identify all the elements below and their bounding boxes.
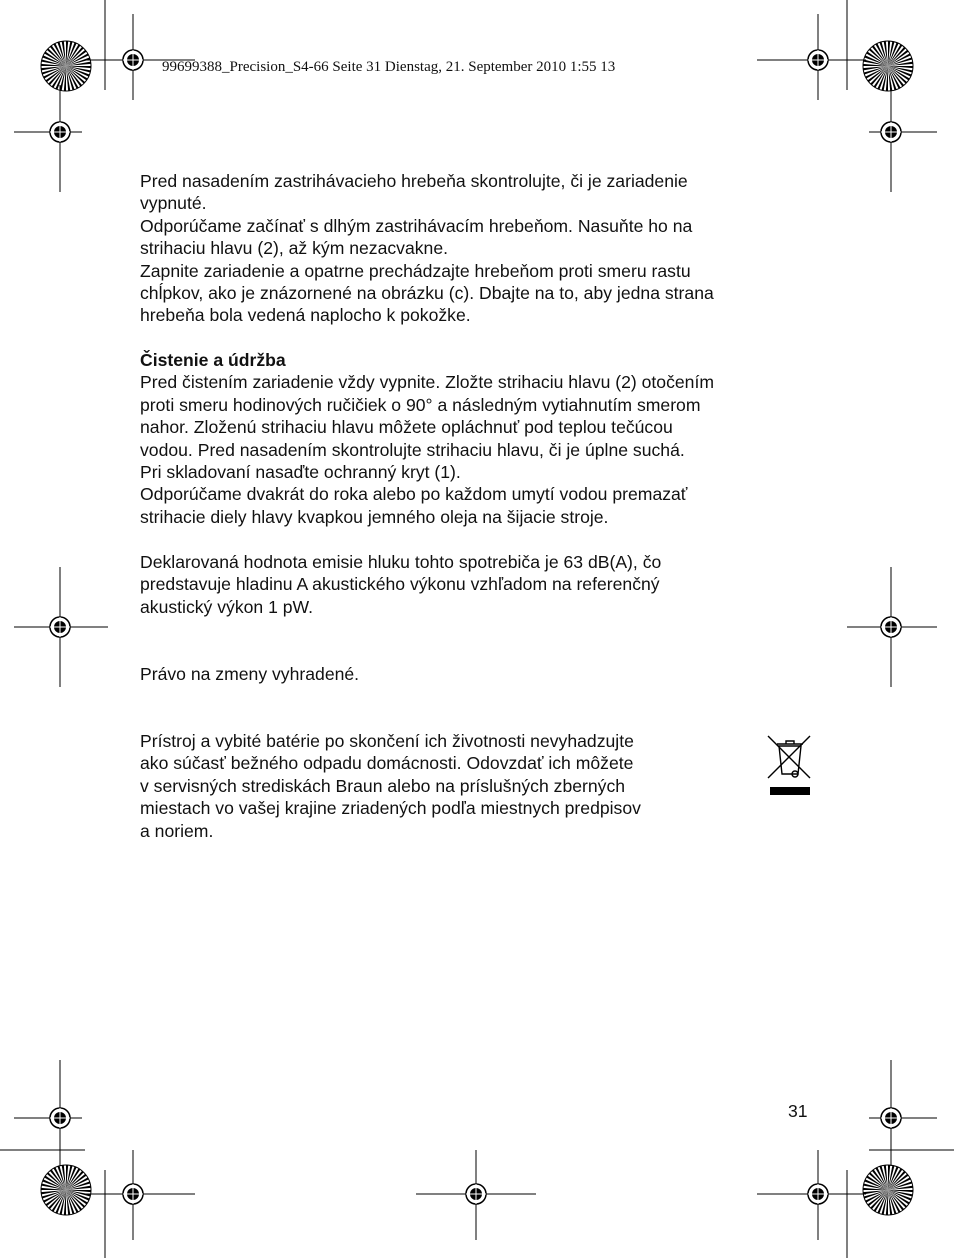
page-number: 31 <box>788 1101 808 1121</box>
text-line: predstavuje hladinu A akustického výkonu vzhľadom na referenčný <box>140 574 660 595</box>
text-line: akustický výkon 1 pW. <box>140 596 314 617</box>
text-line: vypnuté. <box>140 193 207 214</box>
star-target-icon <box>863 41 913 91</box>
star-target-icon <box>41 41 91 91</box>
text-line: Právo na zmeny vyhradené. <box>140 664 360 684</box>
text-line: vodou. Pred nasadením skontrolujte strihaciu hlavu, či je úplne suchá. <box>140 439 685 460</box>
text-line: strihacie diely hlavy kvapkou jemného oleja na šijacie stroje. <box>140 506 609 527</box>
disposal-paragraph <box>140 730 740 842</box>
text-line: Pred nasadením zastrihávacieho hrebeňa skontrolujte, či je zariadenie <box>140 171 688 191</box>
rights-paragraph <box>140 663 820 685</box>
text-line: proti smeru hodinových ručičiek o 90° a následným vytiahnutím smerom <box>140 394 701 415</box>
text-line: Pri skladovaní nasaďte ochranný kryt (1). <box>140 462 461 483</box>
text-line: nahor. Zloženú strihaciu hlavu môžete opláchnuť pod teplou tečúcou <box>140 417 673 438</box>
star-target-icon <box>863 1165 913 1215</box>
crossed-out-wheelie-bin-icon <box>766 734 814 798</box>
text-line: a noriem. <box>140 820 214 841</box>
text-line: Prístroj a vybité batérie po skončení ich životnosti nevyhadzujte <box>140 731 634 751</box>
text-line: Pred čistením zariadenie vždy vypnite. Zložte strihaciu hlavu (2) otočením <box>140 372 715 393</box>
text-line: Odporúčame dvakrát do roka alebo po každom umytí vodou premazať <box>140 484 688 505</box>
star-target-icon <box>41 1165 91 1215</box>
text-line: ako súčasť bežného odpadu domácnosti. Odovzdať ich môžete <box>140 753 634 774</box>
intro-paragraph <box>140 170 820 327</box>
text-line: miestach vo vašej krajine zriadených podľa miestnych predpisov <box>140 798 641 819</box>
text-line: hrebeňa bola vedená naplocho k pokožke. <box>140 305 471 326</box>
section-heading: Čistenie a údržba <box>140 350 286 370</box>
print-slug: 99699388_Precision_S4-66 Seite 31 Dienstag, 21. September 2010 1:55 13 <box>162 59 616 75</box>
text-line: v servisných strediskách Braun alebo na príslušných zberných <box>140 775 626 796</box>
text-line: Odporúčame začínať s dlhým zastrihávacím hrebeňom. Nasuňte ho na <box>140 215 693 236</box>
cleaning-section <box>140 349 820 528</box>
text-line: Deklarovaná hodnota emisie hluku tohto spotrebiča je 63 dB(A), čo <box>140 552 662 572</box>
text-line: Zapnite zariadenie a opatrne prechádzajte hrebeňom proti smeru rastu <box>140 260 691 281</box>
noise-paragraph <box>140 551 820 618</box>
text-line: chĺpkov, ako je znázornené na obrázku (c). Dbajte na to, aby jedna strana <box>140 283 714 304</box>
text-line: strihaciu hlavu (2), až kým nezacvakne. <box>140 238 449 259</box>
